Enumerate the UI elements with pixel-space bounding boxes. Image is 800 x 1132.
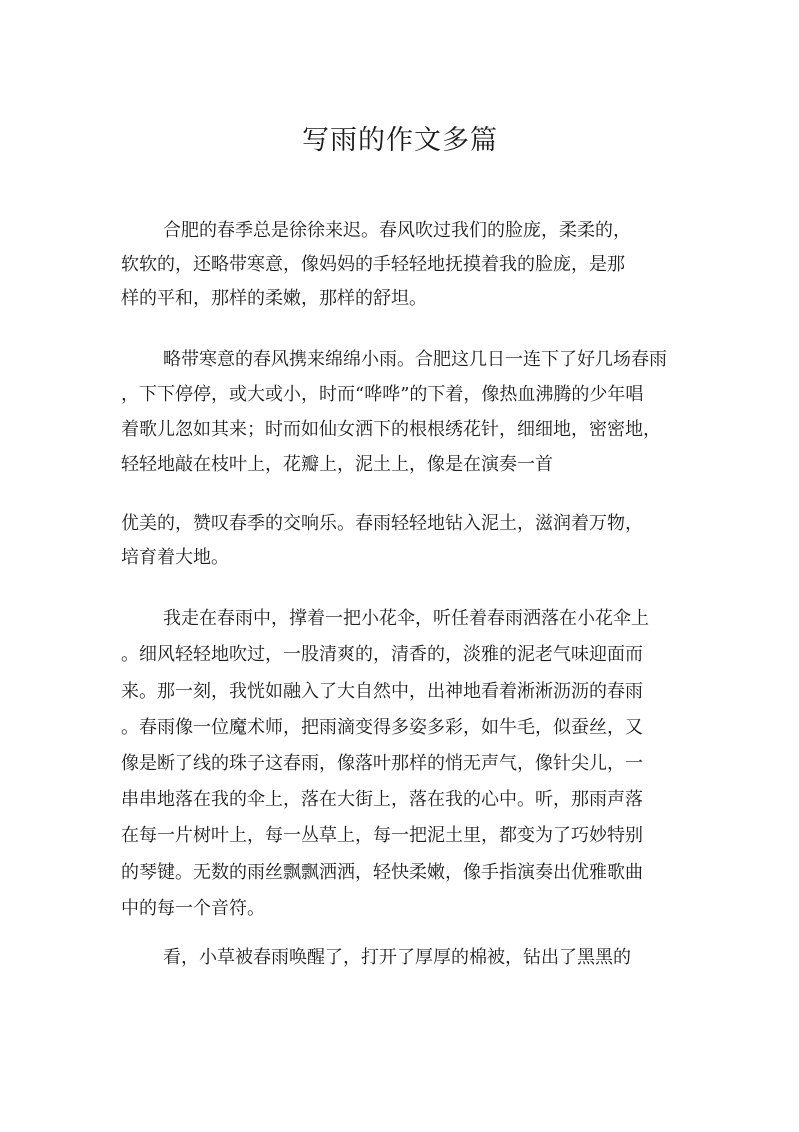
document-title: 写雨的作文多篇 (302, 125, 498, 156)
text-line: 在每一片树叶上，每一丛草上，每一把泥土里，都变为了巧妙特别 (121, 825, 643, 846)
text-line: 轻轻地敲在枝叶上，花瓣上，泥土上，像是在演奏一首 (121, 454, 553, 475)
text-line: 优美的，赞叹春季的交响乐。春雨轻轻地钻入泥土，滋润着万物， (121, 513, 643, 534)
text-line: 我走在春雨中，撑着一把小花伞，听任着春雨洒落在小花伞上 (163, 608, 649, 629)
text-line: 着歌儿忽如其来；时而如仙女洒下的根根绣花针，细细地，密密地， (121, 419, 661, 440)
text-line: 培育着大地。 (121, 547, 229, 568)
text-line: 串串地落在我的伞上，落在大街上，落在我的心中。听，那雨声落 (121, 789, 643, 810)
text-line: 中的每一个音符。 (121, 898, 265, 919)
text-line: 看，小草被春雨唤醒了，打开了厚厚的棉被，钻出了黑黑的 (163, 947, 631, 968)
text-line: 的琴键。无数的雨丝飘飘洒洒，轻快柔嫩，像手指演奏出优雅歌曲 (121, 862, 643, 883)
text-line: 像是断了线的珠子这春雨，像落叶那样的悄无声气，像针尖儿，一 (121, 753, 643, 774)
text-line: 合肥的春季总是徐徐来迟。春风吹过我们的脸庞，柔柔的， (163, 220, 631, 241)
text-line: 。细风轻轻地吹过，一股清爽的，清香的，淡雅的泥老气味迎面而 (121, 644, 643, 665)
text-line: ，下下停停，或大或小，时而“哗哗”的下着，像热血沸腾的少年唱 (121, 384, 644, 405)
text-line: 。春雨像一位魔术师，把雨滴变得多姿多彩，如牛毛，似蚕丝，又 (121, 717, 643, 738)
text-line: 来。那一刻，我恍如融入了大自然中，出神地看着淅淅沥沥的春雨 (121, 681, 643, 702)
text-line: 样的平和，那样的柔嫩，那样的舒坦。 (121, 288, 427, 309)
text-line: 软软的，还略带寒意，像妈妈的手轻轻地抚摸着我的脸庞，是那 (121, 254, 625, 275)
text-line: 略带寒意的春风携来绵绵小雨。合肥这几日一连下了好几场春雨 (163, 349, 667, 370)
